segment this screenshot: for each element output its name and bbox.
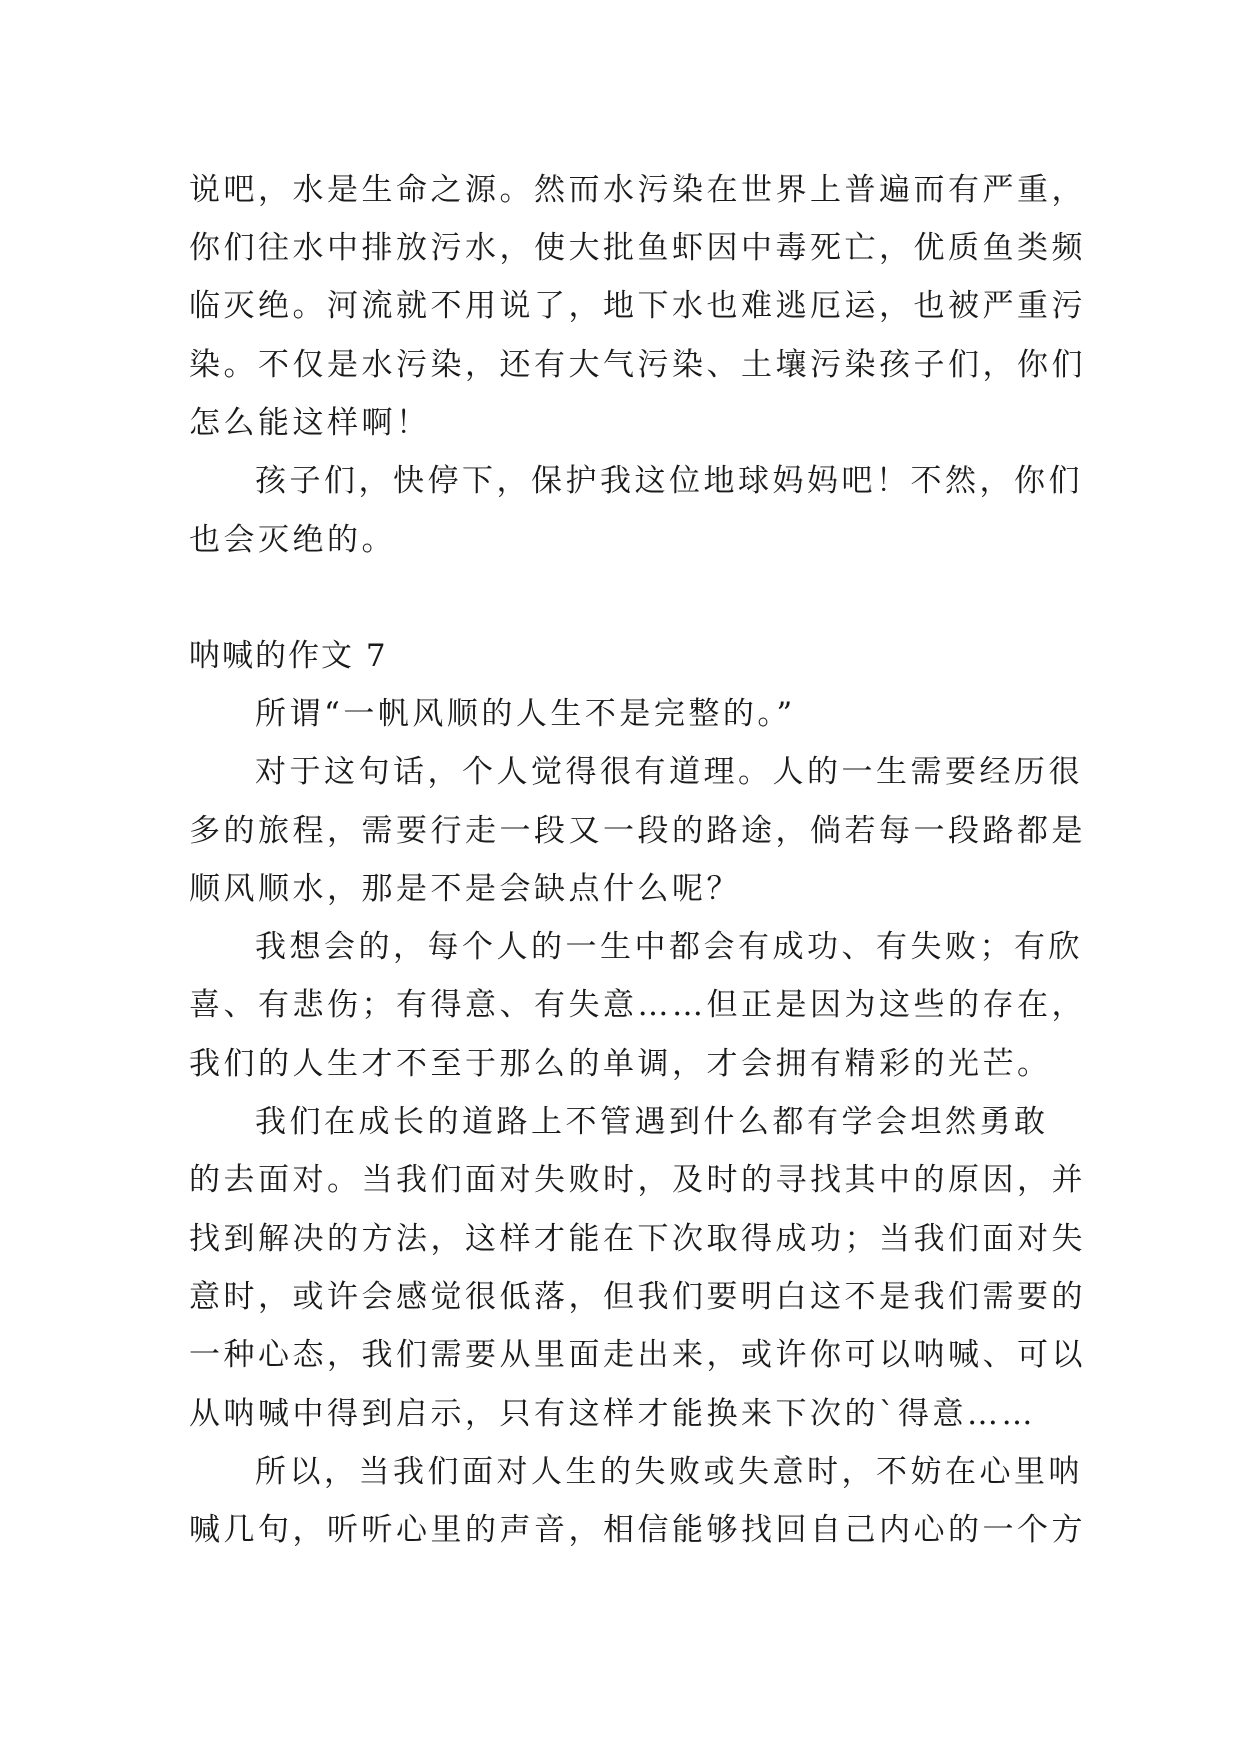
text-line: 临灭绝。河流就不用说了，地下水也难逃厄运，也被严重污 — [189, 288, 1086, 324]
text-line: 意时，或许会感觉很低落，但我们要明白这不是我们需要的 — [189, 1279, 1086, 1315]
text-line: 喊几句，听听心里的声音，相信能够找回自己内心的一个方 — [189, 1512, 1086, 1548]
paragraph-first-line: 孩子们，快停下，保护我这位地球妈妈吧！不然，你们 — [255, 463, 1083, 499]
paragraph-first-line: 所以，当我们面对人生的失败或失意时，不妨在心里呐 — [255, 1454, 1083, 1490]
text-line: 怎么能这样啊！ — [189, 405, 431, 441]
text-line: 多的旅程，需要行走一段又一段的路途，倘若每一段路都是 — [189, 813, 1086, 849]
text-line: 顺风顺水，那是不是会缺点什么呢？ — [189, 871, 741, 907]
text-line: 你们往水中排放污水，使大批鱼虾因中毒死亡，优质鱼类频 — [189, 230, 1086, 266]
paragraph-first-line: 我们在成长的道路上不管遇到什么都有学会坦然勇敢 — [255, 1104, 1049, 1140]
paragraph-first-line: 我想会的，每个人的一生中都会有成功、有失败；有欣 — [255, 929, 1083, 965]
paragraph-first-line: 对于这句话，个人觉得很有道理。人的一生需要经历很 — [255, 754, 1083, 790]
text-line: 一种心态，我们需要从里面走出来，或许你可以呐喊、可以 — [189, 1337, 1086, 1373]
text-line: 说吧，水是生命之源。然而水污染在世界上普遍而有严重， — [189, 172, 1086, 208]
text-line: 的去面对。当我们面对失败时，及时的寻找其中的原因，并 — [189, 1162, 1086, 1198]
text-line: 也会灭绝的。 — [189, 522, 396, 558]
text-line: 染。不仅是水污染，还有大气污染、土壤污染孩子们，你们 — [189, 347, 1086, 383]
text-line: 从呐喊中得到启示，只有这样才能换来下次的`得意…… — [189, 1396, 1036, 1432]
section-heading: 呐喊的作文 7 — [189, 638, 388, 674]
text-line: 我们的人生才不至于那么的单调，才会拥有精彩的光芒。 — [189, 1046, 1052, 1082]
text-line: 找到解决的方法，这样才能在下次取得成功；当我们面对失 — [189, 1221, 1086, 1257]
paragraph-first-line: 所谓“一帆风顺的人生不是完整的。” — [255, 696, 796, 732]
text-line: 喜、有悲伤；有得意、有失意……但正是因为这些的存在， — [189, 987, 1086, 1023]
